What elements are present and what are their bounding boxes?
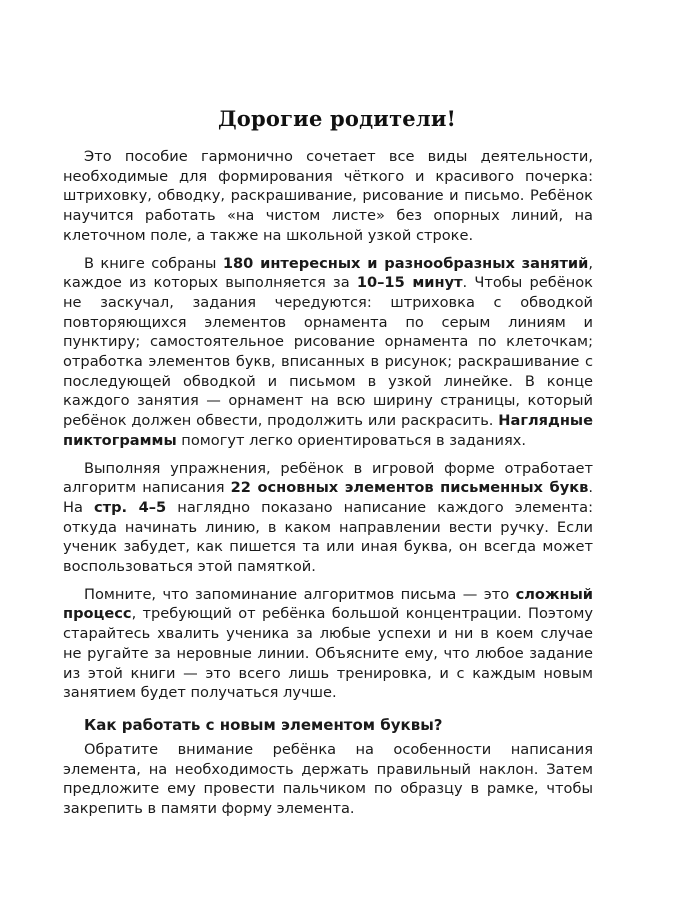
document-body xyxy=(63,147,593,827)
text-segment: , каждое из которых выполняется за xyxy=(63,254,594,292)
text-segment: Это пособие гармонично сочетает все виды деятельности, необходимые для формирования чёткого и красивого почерка: штриховку, обводку, раскрашивание, рисование и письмо. Ребёнок научится работать «на чистом листе» без опорных линий, на клеточном поле, а также на школьной узкой строке. xyxy=(63,148,593,244)
text-segment: наглядно показано написание каждого элемента: откуда начинать линию, в каком направлении вести ручку. Если ученик забудет, как пишется та или иная буква, он всегда может воспользоваться этой памяткой. xyxy=(63,498,593,576)
final-paragraph: Обратите внимание ребёнка на особенности написания элемента, на необходимость держать правильный наклон. Затем предложите ему провести пальчиком по образцу в рамке, чтобы закрепить в памяти форму элемента. xyxy=(63,740,593,818)
emphasis-text: 10–15 минут xyxy=(356,274,463,292)
text-segment: помогут легко ориентироваться в заданиях. xyxy=(176,431,527,449)
text-segment: . На xyxy=(63,479,593,516)
text-segment: В книге собраны xyxy=(84,254,223,272)
text-segment: Выполняя упражнения, ребёнок в игровой форме отработает алгоритм написания xyxy=(63,459,593,497)
emphasis-text: 180 интересных и разнообразных занятий xyxy=(222,254,589,272)
emphasis-text: стр. 4–5 xyxy=(94,498,167,516)
text-segment: , требующий от ребёнка большой концентрации. Поэтому старайтесь хвалить ученика за любые успехи и ни в коем случае не ругайте за неровные линии. Объясните ему, что любое задание из этой книги — это всего лишь тренировка, и с каждым новым занятием будет получаться лучше. xyxy=(63,605,593,702)
intro-paragraph xyxy=(63,147,593,246)
text-segment: . Чтобы ребёнок не заскучал, задания чередуются: штриховка с обводкой повторяющихся элементов орнамента по серым линиям и пунктиру; самостоятельное рисование орнамента по клеточкам; отработка элементов букв, вписанных в рисунок; раскрашивание с последующей обводкой и письмом в узкой линейке. В конце каждого занятия — орнамент на всю ширину страницы, который ребёнок должен обвести, продолжить или раскрасить. xyxy=(63,274,593,430)
emphasis-text: сложный процесс xyxy=(63,585,593,623)
section-subheading: Как работать с новым элементом буквы? xyxy=(84,715,443,734)
emphasis-text: Наглядные пиктограммы xyxy=(63,412,593,449)
text-segment: Помните, что запоминание алгоритмов письма — это xyxy=(84,585,516,603)
emphasis-text: 22 основных элементов письменных букв xyxy=(230,479,589,497)
reminder-paragraph xyxy=(63,585,593,703)
page-title: Дорогие родители! xyxy=(217,106,457,131)
content-paragraph xyxy=(63,254,593,451)
exercises-paragraph xyxy=(63,459,593,577)
